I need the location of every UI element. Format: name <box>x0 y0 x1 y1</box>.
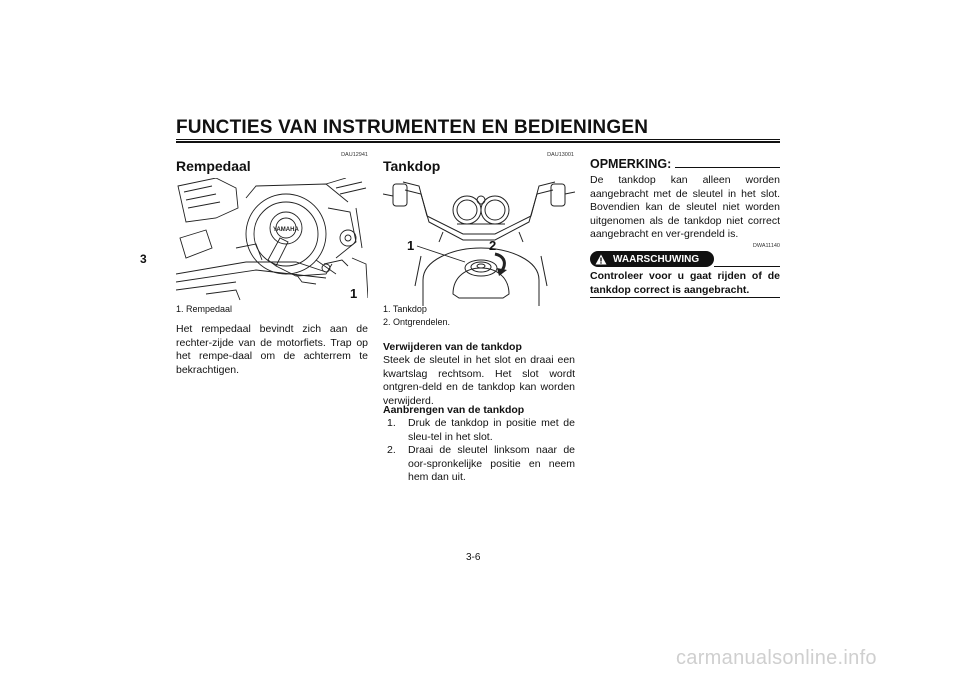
warning-triangle-icon <box>595 254 607 265</box>
list-item-text: Druk de tankdop in positie met de sleu-tel in het slot. <box>408 417 575 443</box>
brake-pedal-figure <box>176 178 368 306</box>
warning-rule-bottom <box>590 297 780 298</box>
figure-logo-yamaha: YAMAHA <box>273 227 299 233</box>
figure-caption-rempedaal: 1. Rempedaal <box>176 304 233 314</box>
fuel-tank-cap-figure <box>383 176 575 306</box>
section-code-rempedaal: DAU12941 <box>341 152 368 158</box>
warning-badge <box>590 251 714 267</box>
subheading-install: Aanbrengen van de tankdop <box>383 404 525 416</box>
note-heading-row <box>590 157 780 171</box>
body-text-rempedaal: Het rempedaal bevindt zich aan de rechter-zijde van de motorfiets. Trap op het rempe-daal om de achterrem te bekrachtigen. <box>176 323 368 376</box>
section-title-rempedaal: Rempedaal <box>176 158 251 174</box>
list-item-text: Draai de sleutel linksom naar de oor-spronkelijke positie en neem hem dan uit. <box>408 444 575 483</box>
subheading-remove: Verwijderen van de tankdop <box>383 341 522 353</box>
warning-rule-top <box>714 266 780 267</box>
figure-callout-1: 1 <box>407 238 415 253</box>
figure-caption-tankdop: 1. Tankdop <box>383 304 427 314</box>
note-text: De tankdop kan alleen worden aangebracht met de sleutel in het slot. Bovendien kan de sleutel niet worden uitgenomen als de tankdop niet correct aangebracht en ver-grendeld is. <box>590 174 780 240</box>
warning-code: DWA11140 <box>752 243 780 249</box>
chapter-tab: 3 <box>140 252 147 266</box>
body-text-remove: Steek de sleutel in het slot en draai een kwartslag rechtsom. Het slot wordt ontgren-deld en de tankdop kan worden verwijderd. <box>383 354 575 407</box>
note-heading: OPMERKING: <box>590 157 672 171</box>
page-title: FUNCTIES VAN INSTRUMENTEN EN BEDIENINGEN <box>176 117 649 138</box>
figure-callout-2: 2 <box>489 238 497 253</box>
section-title-tankdop: Tankdop <box>383 158 441 174</box>
list-item <box>387 417 575 444</box>
list-item <box>387 444 575 485</box>
watermark: carmanualsonline.info <box>676 647 877 669</box>
list-item-number: 2. <box>387 444 396 456</box>
page-number: 3-6 <box>466 552 481 563</box>
note-heading-rule <box>675 167 780 168</box>
header-rule-thick <box>176 141 780 143</box>
section-code-tankdop: DAU13001 <box>547 152 574 158</box>
figure-callout-1: 1 <box>350 286 358 301</box>
warning-label: WAARSCHUWING <box>613 253 700 265</box>
install-steps-list <box>387 417 575 485</box>
figure-caption-ontgrendelen: 2. Ontgrendelen. <box>383 317 451 327</box>
header-rule-thin <box>176 139 780 140</box>
note-box <box>590 157 780 242</box>
warning-text: Controleer voor u gaat rijden of de tankdop correct is aangebracht. <box>590 270 780 296</box>
list-item-number: 1. <box>387 417 396 429</box>
